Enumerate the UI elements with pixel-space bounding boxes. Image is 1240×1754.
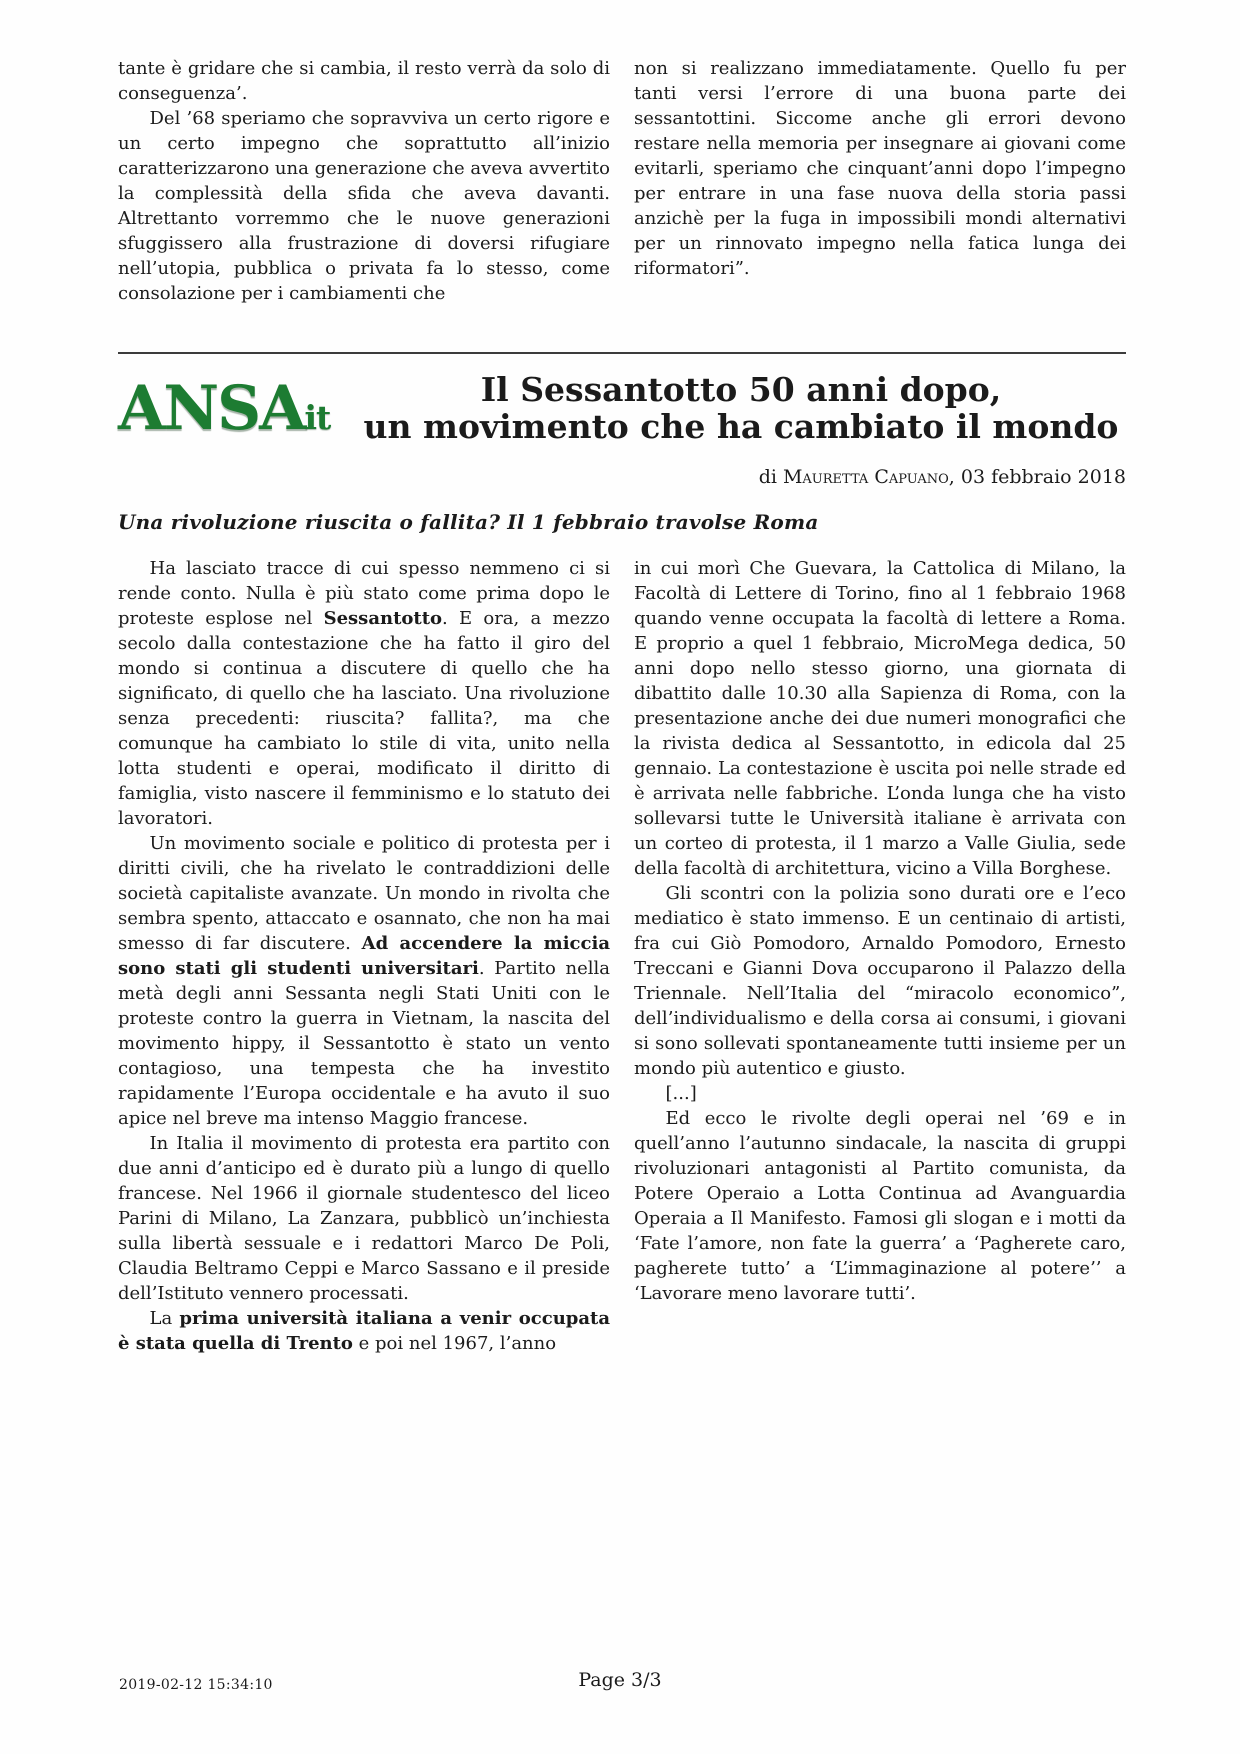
body-left-column bbox=[118, 556, 610, 1356]
ansa-logo-text: ANSA bbox=[118, 372, 305, 444]
bold-text-run: Ad accendere la miccia sono stati gli studenti universitari bbox=[118, 933, 610, 979]
text-run: Ed ecco le rivolte degli operai nel ’69 e in quell’anno l’autunno sindacale, la nascita di gruppi rivoluzionari antagonisti al Partito comunista, da Potere Operaio a Lotta Continua ad Avanguardia Operaia a Il Manifesto. Famosi gli slogan e i motti da ‘Fate l’amore, non fate la guerra’ a ‘Pagherete caro, pagherete tutto’ a ‘L’immaginazione al potere’’ a ‘Lavorare meno lavorare tutti’. bbox=[634, 1108, 1126, 1304]
text-run: tante è gridare che si cambia, il resto verrà da solo di conseguenza’. bbox=[118, 58, 610, 104]
byline-prefix: di bbox=[758, 466, 783, 488]
paragraph bbox=[118, 56, 610, 106]
paragraph bbox=[118, 831, 610, 1131]
paragraph bbox=[634, 1106, 1126, 1306]
section-divider bbox=[118, 352, 1126, 354]
continuation-left-column bbox=[118, 56, 610, 306]
text-run: Gli scontri con la polizia sono durati ore e l’eco mediatico è stato immenso. E un centinaio di artisti, fra cui Giò Pomodoro, Arnaldo Pomodoro, Ernesto Treccani e Gianni Dova occuparono il Palazzo della Triennale. Nell’Italia del “miracolo economico”, dell’individualismo e della corsa ai consumi, i giovani si sono sollevati spontaneamente tutti insieme per un mondo più autentico e giusto. bbox=[634, 883, 1126, 1079]
byline-date: , 03 febbraio 2018 bbox=[948, 466, 1126, 488]
article-subtitle: Una rivoluzione riuscita o fallita? Il 1 febbraio travolse Roma bbox=[118, 510, 819, 534]
paragraph bbox=[634, 56, 1126, 281]
paragraph bbox=[118, 106, 610, 306]
ansa-logo bbox=[118, 373, 356, 444]
paragraph bbox=[118, 556, 610, 831]
text-run: e poi nel 1967, l’anno bbox=[352, 1333, 557, 1354]
bold-text-run: prima università italiana a venir occupata è stata quella di Trento bbox=[118, 1308, 611, 1354]
footer-timestamp: 2019-02-12 15:34:10 bbox=[119, 1677, 273, 1693]
title-container bbox=[356, 371, 1126, 445]
continuation-right-column bbox=[634, 56, 1126, 306]
ansa-logo-suffix: it bbox=[304, 397, 331, 437]
paragraph bbox=[634, 881, 1126, 1081]
paragraph bbox=[118, 1306, 610, 1356]
paragraph bbox=[634, 1081, 1126, 1106]
text-run: Un movimento sociale e politico di protesta per i diritti civili, che ha rivelato le contraddizioni delle società capitaliste avanzate. Un mondo in rivolta che sembra spento, attaccato e osannato, che non ha mai smesso di far discutere. bbox=[118, 833, 610, 954]
text-run: [...] bbox=[665, 1083, 697, 1104]
footer-page-number: Page 3/3 bbox=[578, 1669, 662, 1691]
article-title bbox=[356, 371, 1126, 445]
article-title-line-2: un movimento che ha cambiato il mondo bbox=[363, 407, 1119, 446]
bold-text-run: Sessantotto bbox=[323, 608, 443, 629]
paragraph bbox=[634, 556, 1126, 881]
text-run: La bbox=[149, 1308, 180, 1329]
author-name: Mauretta Capuano bbox=[782, 466, 949, 488]
article-header bbox=[118, 366, 1126, 450]
text-run: In Italia il movimento di protesta era partito con due anni d’anticipo ed è durato più a lungo di quello francese. Nel 1966 il giornale studentesco del liceo Parini di Milano, La Zanzara, pubblicò un’inchiesta sulla libertà sessuale e i redattori Marco De Poli, Claudia Beltramo Ceppi e Marco Sassano e il preside dell’Istituto vennero processati. bbox=[118, 1133, 610, 1304]
paragraph bbox=[118, 1131, 610, 1306]
article-title-line-1: Il Sessantotto 50 anni dopo, bbox=[480, 370, 1002, 409]
text-run: Ha lasciato tracce di cui spesso nemmeno ci si rende conto. Nulla è più stato come prima dopo le proteste esplose nel bbox=[118, 558, 610, 629]
text-run: . Partito nella metà degli anni Sessanta negli Stati Uniti con le proteste contro la guerra in Vietnam, la nascita del movimento hippy, il Sessantotto è stato un vento contagioso, una tempesta che ha investito rapidamente l’Europa occidentale e ha avuto il suo apice nel breve ma intenso Maggio francese. bbox=[118, 958, 610, 1129]
text-run: in cui morì Che Guevara, la Cattolica di Milano, la Facoltà di Lettere di Torino, fino al 1 febbraio 1968 quando venne occupata la facoltà di lettere a Roma. E proprio a quel 1 febbraio, MicroMega dedica, 50 anni dopo nello stesso giorno, una giornata di dibattito dalle 10.30 alla Sapienza di Roma, con la presentazione anche dei due numeri monografici che la rivista dedica al Sessantotto, in edicola dal 25 gennaio. La contestazione è uscita poi nelle strade ed è arrivata nelle fabbriche. L’onda lunga che ha visto sollevarsi tutte le Università italiane è arrivata con un corteo di protesta, il 1 marzo a Valle Giulia, sede della facoltà di architettura, vicino a Villa Borghese. bbox=[634, 558, 1126, 879]
text-run: non si realizzano immediatamente. Quello fu per tanti versi l’errore di una buona parte dei sessantottini. Siccome anche gli errori devono restare nella memoria per insegnare ai giovani come evitarli, speriamo che cinquant’anni dopo l’impegno per entrare in una fase nuova della storia passi anzichè per la fuga in impossibili mondi alternativi per un rinnovato impegno nella fatica lunga dei riformatori”. bbox=[634, 58, 1126, 279]
body-right-column bbox=[634, 556, 1126, 1356]
continuation-section bbox=[118, 56, 1126, 306]
article-body bbox=[118, 556, 1126, 1356]
byline bbox=[118, 466, 1126, 488]
text-run: Del ’68 speriamo che sopravviva un certo rigore e un certo impegno che soprattutto all’inizio caratterizzarono una generazione che aveva avvertito la complessità della sfida che aveva davanti. Altrettanto vorremmo che le nuove generazioni sfuggissero alla frustrazione di doversi rifugiare nell’utopia, pubblica o privata fa lo stesso, come consolazione per i cambiamenti che bbox=[118, 108, 610, 304]
text-run: . E ora, a mezzo secolo dalla contestazione che ha fatto il giro del mondo si continua a discutere di quello che ha significato, di quello che ha lasciato. Una rivoluzione senza precedenti: riuscita? fallita?, ma che comunque ha cambiato lo stile di vita, unito nella lotta studenti e operai, modificato il diritto di famiglia, visto nascere il femminismo e lo statuto dei lavoratori. bbox=[118, 608, 610, 829]
